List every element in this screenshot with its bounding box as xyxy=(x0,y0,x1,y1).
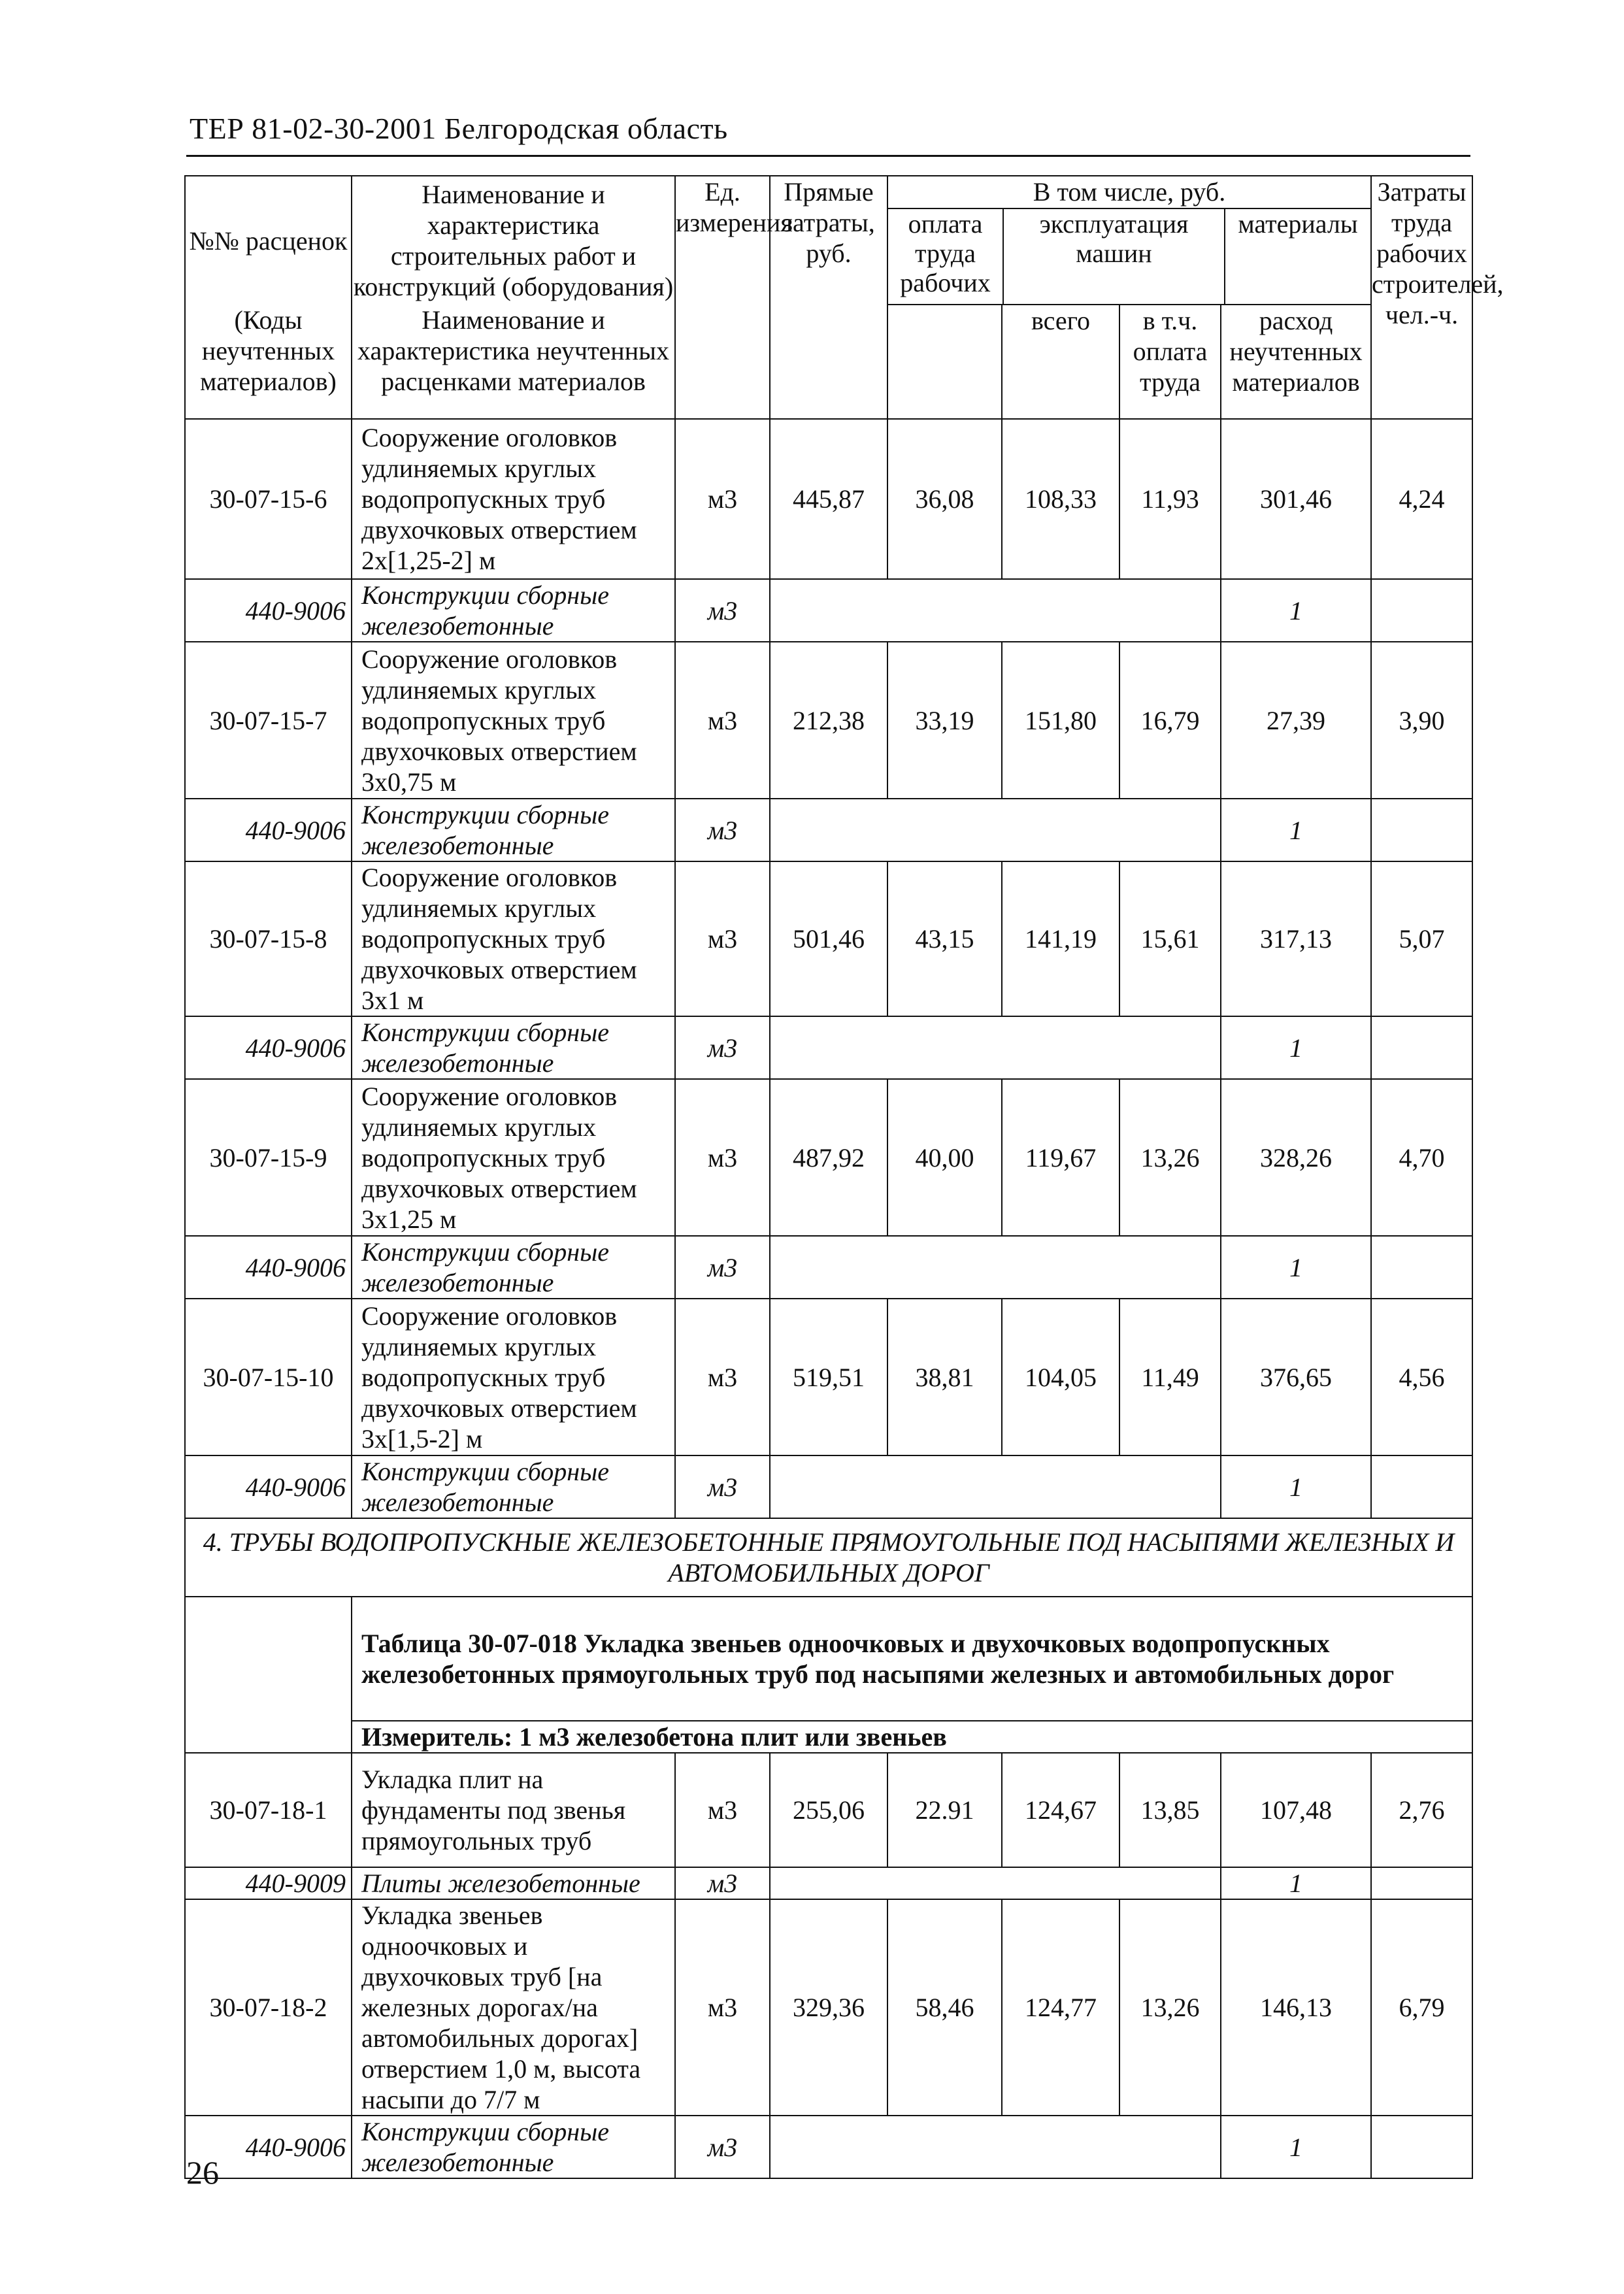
material-code: 440-9006 xyxy=(185,1455,352,1518)
direct-cost: 487,92 xyxy=(770,1079,887,1236)
col-direct-header: Прямые затраты, руб. xyxy=(770,176,887,419)
machines-wage-cost: 13,26 xyxy=(1119,1079,1221,1236)
work-description: Сооружение оголовков удлиняемых круглых водопропускных труб двухочковых отверстием 3х1,25 м xyxy=(352,1079,675,1236)
material-qty: 1 xyxy=(1221,1016,1371,1079)
material-labor-empty xyxy=(1371,1867,1472,1899)
material-qty: 1 xyxy=(1221,2116,1371,2178)
machines-cost: 124,67 xyxy=(1002,1753,1119,1867)
material-unit: м3 xyxy=(675,1236,770,1299)
rate-code: 30-07-18-2 xyxy=(185,1899,352,2116)
direct-cost: 212,38 xyxy=(770,642,887,799)
work-description: Сооружение оголовков удлиняемых круглых водопропускных труб двухочковых отверстием 3х[1,5-2] м xyxy=(352,1299,675,1455)
document-header: ТЕР 81-02-30-2001 Белгородская область xyxy=(190,112,728,145)
machines-cost: 151,80 xyxy=(1002,642,1119,799)
material-name: Конструкции сборные железобетонные xyxy=(352,799,675,861)
material-unit: м3 xyxy=(675,579,770,642)
work-description: Сооружение оголовков удлиняемых круглых водопропускных труб двухочковых отверстием 3х1 м xyxy=(352,861,675,1016)
col-code-subheader: (Коды неучтенных материалов) xyxy=(185,305,352,419)
materials-cost: 317,13 xyxy=(1221,861,1371,1016)
incl-label: В том числе, руб. xyxy=(888,176,1370,209)
wage-cost: 33,19 xyxy=(887,642,1002,799)
table-title: Таблица 30-07-018 Укладка звеньев одноочковых и двухочковых водопропускных железобетонных прямоугольных труб под насыпями железных и автомобильных дорог xyxy=(352,1597,1472,1721)
machines-wage-cost: 15,61 xyxy=(1119,861,1221,1016)
col-name-subheader: Наименование и характеристика неучтенных расценками материалов xyxy=(352,305,675,419)
work-row xyxy=(185,1753,1472,1867)
material-row xyxy=(185,2116,1472,2178)
material-unit: м3 xyxy=(675,799,770,861)
col-machines-total-header: всего xyxy=(1002,305,1119,419)
rate-code: 30-07-15-8 xyxy=(185,861,352,1016)
rates-table xyxy=(184,175,1504,2179)
col-name-header: Наименование и характеристика строительных работ и конструкций (оборудования) xyxy=(352,176,675,305)
material-row xyxy=(185,1455,1472,1518)
material-name: Конструкции сборные железобетонные xyxy=(352,579,675,642)
labor-cost: 4,70 xyxy=(1371,1079,1472,1236)
machines-wage-cost: 11,93 xyxy=(1119,419,1221,579)
material-row xyxy=(185,1867,1472,1899)
unit: м3 xyxy=(675,642,770,799)
unit: м3 xyxy=(675,419,770,579)
wage-sub-empty xyxy=(887,305,1002,419)
wage-cost: 40,00 xyxy=(887,1079,1002,1236)
header-row-1 xyxy=(185,176,1472,305)
material-row xyxy=(185,579,1472,642)
labor-cost: 4,56 xyxy=(1371,1299,1472,1455)
machines-cost: 104,05 xyxy=(1002,1299,1119,1455)
materials-cost: 27,39 xyxy=(1221,642,1371,799)
work-description: Укладка плит на фундаменты под звенья прямоугольных труб xyxy=(352,1753,675,1867)
material-name: Конструкции сборные железобетонные xyxy=(352,1455,675,1518)
material-code: 440-9006 xyxy=(185,1016,352,1079)
material-name: Плиты железобетонные xyxy=(352,1867,675,1899)
material-unit: м3 xyxy=(675,1867,770,1899)
measure-row xyxy=(185,1721,1472,1753)
material-labor-empty xyxy=(1371,1455,1472,1518)
machines-cost: 124,77 xyxy=(1002,1899,1119,2116)
unit: м3 xyxy=(675,1299,770,1455)
table-title-row xyxy=(185,1597,1472,1721)
work-row xyxy=(185,1079,1472,1236)
material-empty xyxy=(770,1236,1221,1299)
col-code-header: №№ расценок xyxy=(185,176,352,305)
material-row xyxy=(185,1016,1472,1079)
material-qty: 1 xyxy=(1221,799,1371,861)
material-labor-empty xyxy=(1371,1016,1472,1079)
material-qty: 1 xyxy=(1221,1236,1371,1299)
materials-cost: 146,13 xyxy=(1221,1899,1371,2116)
labor-cost: 2,76 xyxy=(1371,1753,1472,1867)
rate-code: 30-07-15-10 xyxy=(185,1299,352,1455)
material-unit: м3 xyxy=(675,1455,770,1518)
wage-cost: 38,81 xyxy=(887,1299,1002,1455)
col-unit-header: Ед. измерения xyxy=(675,176,770,419)
wage-cost: 58,46 xyxy=(887,1899,1002,2116)
material-code: 440-9006 xyxy=(185,2116,352,2178)
col-machines-header: эксплуатация машин xyxy=(1004,209,1225,304)
work-row xyxy=(185,419,1472,579)
work-row xyxy=(185,1299,1472,1455)
work-description: Сооружение оголовков удлиняемых круглых водопропускных труб двухочковых отверстием 3х0,75 м xyxy=(352,642,675,799)
page-number: 26 xyxy=(186,2154,219,2191)
machines-wage-cost: 13,26 xyxy=(1119,1899,1221,2116)
material-qty: 1 xyxy=(1221,1455,1371,1518)
direct-cost: 519,51 xyxy=(770,1299,887,1455)
rate-code: 30-07-15-9 xyxy=(185,1079,352,1236)
direct-cost: 501,46 xyxy=(770,861,887,1016)
materials-cost: 328,26 xyxy=(1221,1079,1371,1236)
material-qty: 1 xyxy=(1221,1867,1371,1899)
labor-cost: 6,79 xyxy=(1371,1899,1472,2116)
machines-wage-cost: 11,49 xyxy=(1119,1299,1221,1455)
col-machines-wage-header: в т.ч. оплата труда xyxy=(1119,305,1221,419)
material-empty xyxy=(770,1016,1221,1079)
col-incl-header xyxy=(887,176,1371,305)
material-name: Конструкции сборные железобетонные xyxy=(352,2116,675,2178)
header-rule xyxy=(186,155,1470,157)
section-row xyxy=(185,1518,1472,1597)
material-empty xyxy=(770,799,1221,861)
labor-cost: 3,90 xyxy=(1371,642,1472,799)
labor-cost: 5,07 xyxy=(1371,861,1472,1016)
unit: м3 xyxy=(675,1753,770,1867)
material-unit: м3 xyxy=(675,2116,770,2178)
rate-code: 30-07-15-6 xyxy=(185,419,352,579)
machines-wage-cost: 16,79 xyxy=(1119,642,1221,799)
direct-cost: 329,36 xyxy=(770,1899,887,2116)
material-labor-empty xyxy=(1371,799,1472,861)
machines-cost: 119,67 xyxy=(1002,1079,1119,1236)
work-description: Сооружение оголовков удлиняемых круглых водопропускных труб двухочковых отверстием 2х[1,25-2] м xyxy=(352,419,675,579)
col-materials-unaccounted-header: расход неучтенных материалов xyxy=(1221,305,1371,419)
material-empty xyxy=(770,1455,1221,1518)
work-row xyxy=(185,642,1472,799)
materials-cost: 107,48 xyxy=(1221,1753,1371,1867)
rate-code: 30-07-15-7 xyxy=(185,642,352,799)
work-row xyxy=(185,1899,1472,2116)
material-name: Конструкции сборные железобетонные xyxy=(352,1016,675,1079)
col-wage-header: оплата труда рабочих xyxy=(888,209,1004,304)
work-row xyxy=(185,861,1472,1016)
machines-wage-cost: 13,85 xyxy=(1119,1753,1221,1867)
material-row xyxy=(185,1236,1472,1299)
material-labor-empty xyxy=(1371,2116,1472,2178)
material-row xyxy=(185,799,1472,861)
machines-cost: 141,19 xyxy=(1002,861,1119,1016)
material-code: 440-9006 xyxy=(185,1236,352,1299)
unit: м3 xyxy=(675,861,770,1016)
material-empty xyxy=(770,2116,1221,2178)
labor-cost: 4,24 xyxy=(1371,419,1472,579)
material-empty xyxy=(770,1867,1221,1899)
wage-cost: 36,08 xyxy=(887,419,1002,579)
wage-cost: 43,15 xyxy=(887,861,1002,1016)
table-title-empty xyxy=(185,1597,352,1753)
material-code: 440-9006 xyxy=(185,799,352,861)
measure-unit: Измеритель: 1 м3 железобетона плит или звеньев xyxy=(352,1721,1472,1753)
rate-code: 30-07-18-1 xyxy=(185,1753,352,1867)
materials-cost: 301,46 xyxy=(1221,419,1371,579)
unit: м3 xyxy=(675,1079,770,1236)
material-unit: м3 xyxy=(675,1016,770,1079)
unit: м3 xyxy=(675,1899,770,2116)
material-empty xyxy=(770,579,1221,642)
material-labor-empty xyxy=(1371,1236,1472,1299)
wage-cost: 22.91 xyxy=(887,1753,1002,1867)
section-title: 4. ТРУБЫ ВОДОПРОПУСКНЫЕ ЖЕЛЕЗОБЕТОННЫЕ ПРЯМОУГОЛЬНЫЕ ПОД НАСЫПЯМИ ЖЕЛЕЗНЫХ И АВТОМОБИЛЬНЫХ ДОРОГ xyxy=(185,1518,1472,1597)
machines-cost: 108,33 xyxy=(1002,419,1119,579)
material-code: 440-9006 xyxy=(185,579,352,642)
material-labor-empty xyxy=(1371,579,1472,642)
material-name: Конструкции сборные железобетонные xyxy=(352,1236,675,1299)
materials-cost: 376,65 xyxy=(1221,1299,1371,1455)
material-qty: 1 xyxy=(1221,579,1371,642)
direct-cost: 445,87 xyxy=(770,419,887,579)
col-materials-header: материалы xyxy=(1238,209,1358,239)
material-code: 440-9009 xyxy=(185,1867,352,1899)
direct-cost: 255,06 xyxy=(770,1753,887,1867)
col-labor-header: Затраты труда рабочих строителей, чел.-ч. xyxy=(1371,176,1472,419)
work-description: Укладка звеньев одноочковых и двухочковых труб [на железных дорогах/на автомобильных дорогах] отверстием 1,0 м, высота насыпи до 7/7 м xyxy=(352,1899,675,2116)
